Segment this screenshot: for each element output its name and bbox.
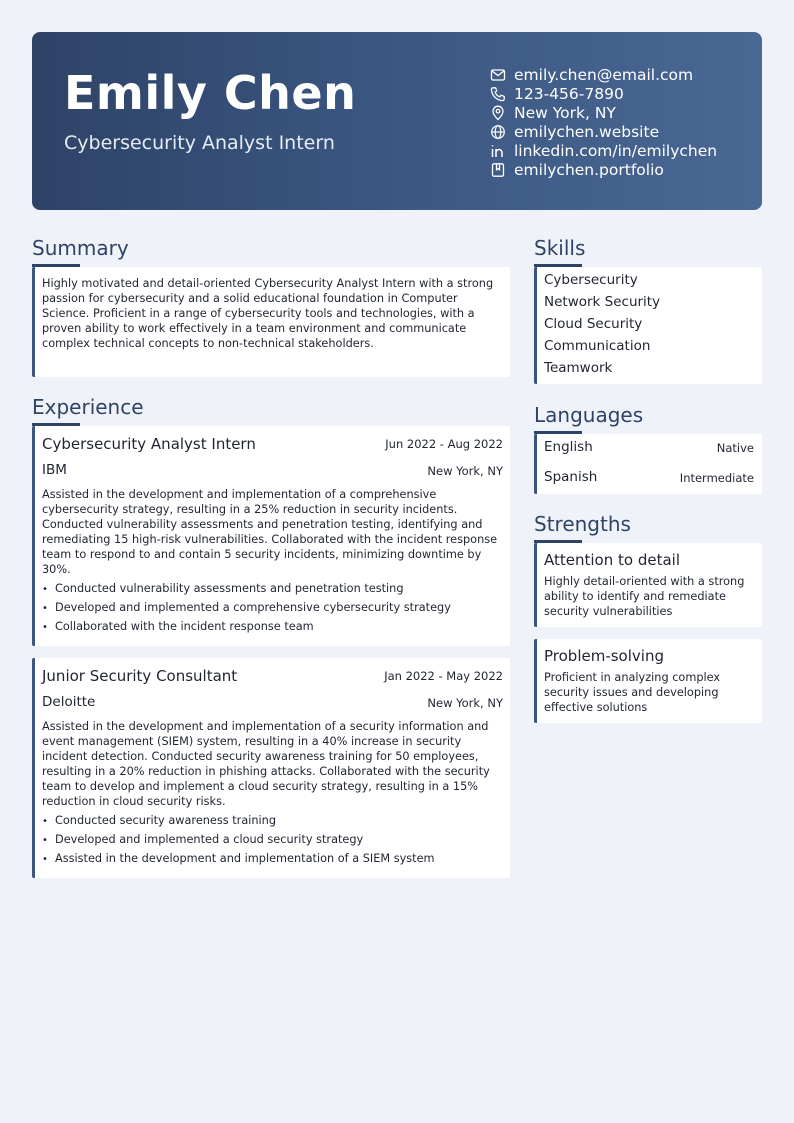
- portfolio-book-icon: [490, 162, 506, 178]
- job-bullet: • Developed and implemented a cloud security strategy: [42, 832, 502, 851]
- experience-heading-text: Experience: [32, 395, 144, 419]
- skill-item: Communication: [544, 338, 651, 354]
- contact-linkedin[interactable]: [490, 141, 717, 160]
- job-bullet: • Conducted vulnerability assessments and penetration testing: [42, 581, 502, 600]
- strength-title: Attention to detail: [544, 551, 680, 569]
- job-company: IBM: [42, 462, 67, 478]
- experience-item: [32, 426, 510, 646]
- contact-portfolio[interactable]: [490, 160, 717, 179]
- summary-card: [32, 267, 510, 377]
- job-bullets: [42, 813, 502, 870]
- experience-heading: [32, 395, 144, 426]
- job-title: Cybersecurity Analyst Intern: [42, 435, 256, 453]
- skill-item: Cloud Security: [544, 316, 643, 332]
- contact-website[interactable]: [490, 122, 717, 141]
- strength-description: Proficient in analyzing complex security issues and developing effective solutions: [544, 671, 721, 714]
- contact-website-text: emilychen.website: [514, 122, 660, 141]
- skills-card: [534, 267, 762, 384]
- contact-linkedin-text: linkedin.com/in/emilychen: [514, 141, 718, 160]
- job-title: Junior Security Consultant: [42, 667, 238, 685]
- contact-portfolio-text: emilychen.portfolio: [514, 160, 664, 179]
- resume-header: [32, 32, 762, 210]
- skills-heading-text: Skills: [534, 236, 586, 260]
- candidate-title: Cybersecurity Analyst Intern: [64, 132, 335, 154]
- languages-heading-text: Languages: [534, 403, 644, 427]
- job-description: Assisted in the development and implementation of a security information and event management (SIEM) system, resulting in a 40% increase in security incident detection. Conducted security awareness training for 50 employees, resulting in a 20% reduction in phishing attacks. Collaborated with the security team to develop and implement a cloud security strategy, resulting in a 15% reduction in cloud security risks.: [42, 720, 490, 808]
- job-description: Assisted in the development and implementation of a comprehensive cybersecurity strategy, resulting in a 25% reduction in security incidents. Conducted vulnerability assessments and penetration testing, identifying and remediating 15 high-risk vulnerabilities. Collaborated with the incident response team to respond to and contain 5 security incidents, minimizing downtime by 30%.: [42, 488, 498, 576]
- skill-item: Network Security: [544, 294, 661, 310]
- language-row: [544, 439, 754, 459]
- strengths-heading-text: Strengths: [534, 512, 631, 536]
- strength-card: [534, 543, 762, 627]
- job-bullet: • Conducted security awareness training: [42, 813, 502, 832]
- job-bullet: • Developed and implemented a comprehensive cybersecurity strategy: [42, 600, 502, 619]
- mail-icon: [490, 67, 506, 83]
- language-name: English: [544, 439, 593, 455]
- languages-heading: [534, 403, 643, 434]
- languages-card: [534, 434, 762, 494]
- candidate-name: Emily Chen: [64, 66, 357, 120]
- job-dates: Jan 2022 - May 2022: [384, 669, 503, 683]
- skill-item: Teamwork: [544, 360, 613, 376]
- job-bullets: [42, 581, 502, 638]
- skills-heading: [534, 236, 585, 267]
- phone-icon: [490, 86, 506, 102]
- job-location: New York, NY: [427, 696, 503, 710]
- summary-heading: [32, 236, 129, 267]
- contact-location-text: New York, NY: [514, 103, 616, 122]
- linkedin-icon: [490, 143, 506, 159]
- language-name: Spanish: [544, 469, 598, 485]
- contact-phone-text: 123-456-7890: [514, 84, 624, 103]
- job-dates: Jun 2022 - Aug 2022: [385, 437, 503, 451]
- job-bullet: • Assisted in the development and implementation of a SIEM system: [42, 851, 502, 870]
- contact-list: [490, 65, 717, 179]
- location-pin-icon: [490, 105, 506, 121]
- contact-email[interactable]: [490, 65, 717, 84]
- job-company: Deloitte: [42, 694, 96, 710]
- summary-heading-text: Summary: [32, 236, 129, 260]
- contact-location: [490, 103, 717, 122]
- strength-title: Problem-solving: [544, 647, 664, 665]
- experience-item: [32, 658, 510, 878]
- globe-icon: [490, 124, 506, 140]
- job-location: New York, NY: [427, 464, 503, 478]
- language-row: [544, 469, 754, 489]
- language-level: Intermediate: [679, 471, 754, 485]
- summary-text: Highly motivated and detail-oriented Cybersecurity Analyst Intern with a strong passion for cybersecurity and a solid educational foundation in Computer Science. Proficient in a range of cybersecurity tools and technologies, with a proven ability to work effectively in a team environment and communicate complex technical concepts to non-technical stakeholders.: [42, 277, 494, 350]
- skill-item: Cybersecurity: [544, 272, 638, 288]
- strength-description: Highly detail-oriented with a strong ability to identify and remediate security vulnerabilities: [544, 575, 745, 618]
- contact-phone[interactable]: [490, 84, 717, 103]
- language-level: Native: [716, 441, 754, 455]
- job-bullet: • Collaborated with the incident response team: [42, 619, 502, 638]
- skills-list: [544, 269, 660, 379]
- strength-card: [534, 639, 762, 723]
- strengths-heading: [534, 512, 631, 543]
- contact-email-text: emily.chen@email.com: [514, 65, 694, 84]
